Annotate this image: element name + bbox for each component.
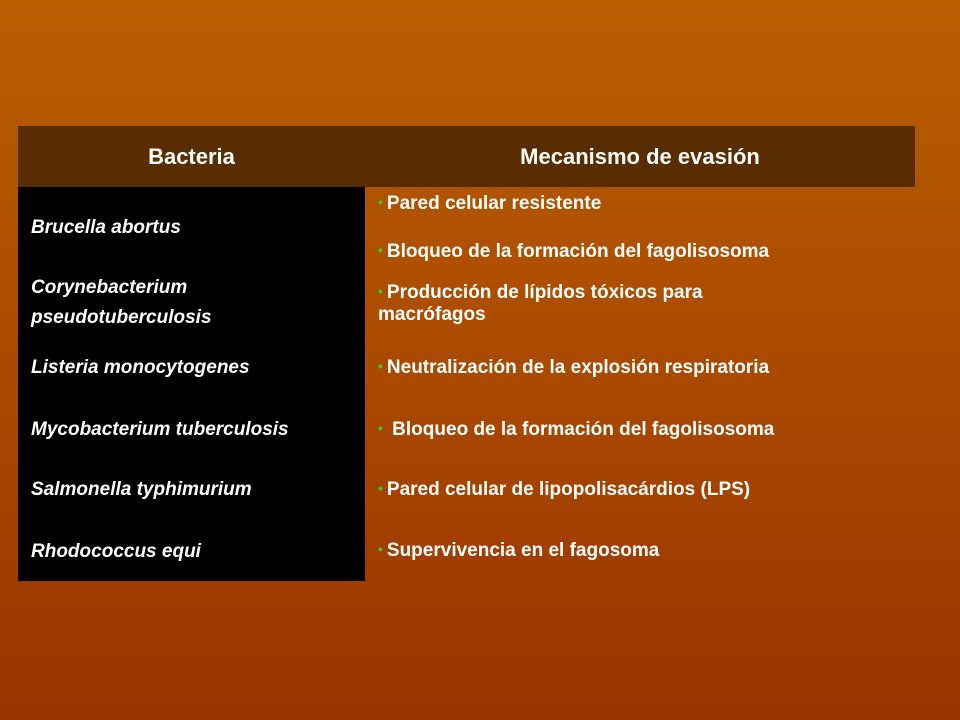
bacteria-name: Salmonella typhimurium bbox=[31, 479, 252, 500]
mechanism-text: Producción de lípidos tóxicos para bbox=[386, 282, 703, 303]
header-mechanism: Mecanismo de evasión bbox=[520, 144, 760, 169]
bullet-icon: • bbox=[378, 194, 383, 210]
mechanism-item bbox=[378, 281, 703, 303]
bacteria-name: Rhodococcus equi bbox=[31, 541, 201, 562]
mechanism-text: Supervivencia en el fagosoma bbox=[386, 540, 660, 561]
bullet-icon: • bbox=[378, 480, 383, 496]
mechanism-text: Neutralización de la explosión respiratoria bbox=[386, 357, 770, 378]
mechanism-text: Bloqueo de la formación del fagolisosoma bbox=[386, 241, 770, 262]
mechanism-item bbox=[378, 192, 601, 214]
mechanism-item bbox=[378, 418, 774, 440]
bacteria-name-line2: pseudotuberculosis bbox=[31, 307, 212, 328]
bacteria-column bbox=[18, 187, 365, 581]
bullet-icon: • bbox=[378, 358, 383, 374]
mechanism-item bbox=[378, 539, 659, 561]
mechanism-item bbox=[378, 356, 769, 378]
bacteria-name: Mycobacterium tuberculosis bbox=[31, 419, 289, 440]
bullet-icon: • bbox=[378, 283, 383, 299]
bacteria-name: Brucella abortus bbox=[31, 217, 181, 238]
mechanism-item bbox=[378, 240, 769, 262]
mechanism-text-line2: macrófagos bbox=[378, 304, 486, 325]
mechanism-item bbox=[378, 478, 750, 500]
table-header bbox=[18, 126, 915, 187]
header-bacteria: Bacteria bbox=[148, 144, 235, 169]
bacteria-name: Listeria monocytogenes bbox=[31, 357, 250, 378]
mechanism-text: Pared celular resistente bbox=[386, 193, 602, 214]
bullet-icon: • bbox=[378, 420, 383, 436]
bacteria-name: Corynebacterium bbox=[31, 277, 188, 298]
bullet-icon: • bbox=[378, 541, 383, 557]
mechanism-text: Pared celular de lipopolisacárdios (LPS) bbox=[386, 479, 751, 500]
mechanism-text: Bloqueo de la formación del fagolisosoma bbox=[386, 419, 775, 440]
bullet-icon: • bbox=[378, 242, 383, 258]
